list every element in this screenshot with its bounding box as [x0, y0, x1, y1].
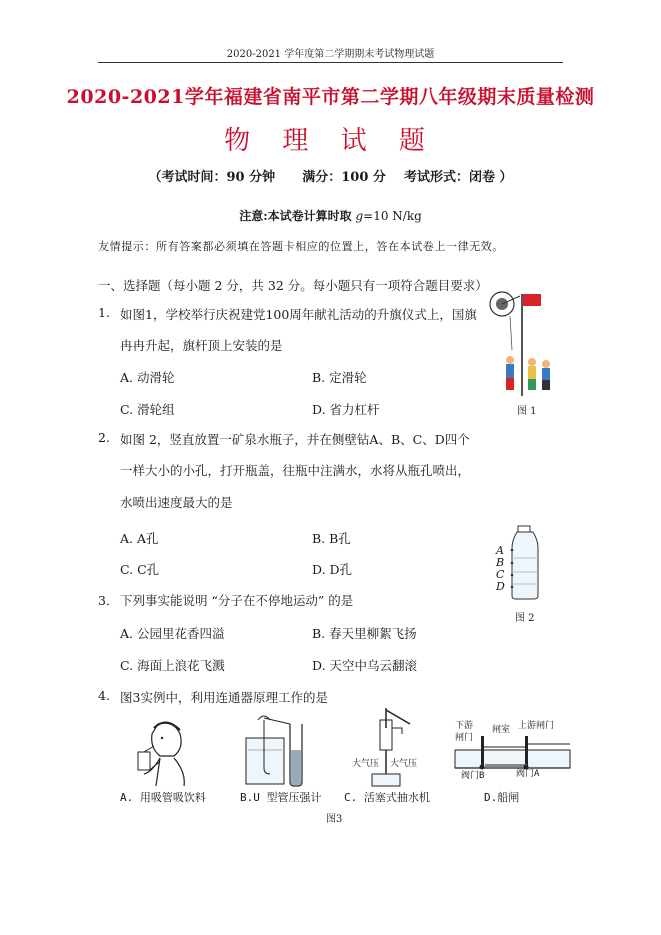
label-a: A [496, 544, 504, 557]
question-number: 4. [98, 688, 110, 703]
question-line: 下列事实能说明 “分子在不停地运动” 的是 [120, 593, 354, 608]
option-a[interactable]: A. A孔 [120, 531, 159, 546]
label-b: B [496, 556, 505, 569]
figure-1-flag-raising [488, 290, 560, 400]
note [0, 207, 661, 224]
note-var: g [355, 209, 364, 223]
option-d[interactable]: D. 天空中乌云翻滚 [312, 658, 418, 673]
label-d: D [496, 580, 505, 593]
subject-title: 物 理 试 题 [224, 126, 437, 156]
lock-label-upstream: 上游闸门 [518, 721, 555, 731]
figure-2-bottle [508, 526, 544, 600]
label-c: C [496, 568, 505, 581]
option-a[interactable]: A. 用吸管吸饮料 [120, 791, 206, 804]
question-line: 图3实例中，利用连通器原理工作的是 [120, 690, 328, 705]
option-c[interactable]: C. 活塞式抽水机 [344, 791, 430, 804]
question-line: 一样大小的小孔，打开瓶盖，往瓶中注满水，水将从瓶孔喷出， [120, 463, 471, 478]
question-line: 如图1，学校举行庆祝建党100周年献礼活动的升旗仪式上，国旗 [120, 307, 477, 322]
option-a[interactable]: A. 公园里花香四溢 [120, 626, 225, 641]
figure-3-caption: 图3 [326, 814, 343, 825]
section-heading: 一、选择题（每小题 2 分，共 32 分。每小题只有一项符合题目要求） [98, 278, 488, 293]
option-a[interactable]: A. 动滑轮 [120, 370, 175, 385]
option-b[interactable]: B. 定滑轮 [312, 370, 367, 385]
friendly-tip: 友情提示：所有答案都必须填在答题卡相应的位置上，答在本试卷上一律无效。 [98, 240, 504, 253]
question-line: 如图 2，竖直放置一矿泉水瓶子，并在侧壁钻A、B、C、D四个 [120, 432, 470, 447]
exam-title: 2020-2021学年福建省南平市第二学期八年级期末质量检测 [66, 86, 595, 108]
note-value: =10 N/kg [363, 209, 422, 223]
question-line: 冉冉升起，旗杆顶上安装的是 [120, 338, 283, 353]
lock-label-valve-a: 阀门A [516, 769, 540, 779]
question-number: 2. [98, 430, 110, 445]
running-header: 2020-2021 学年度第二学期期末考试物理试题 [226, 49, 435, 60]
option-d[interactable]: D.船闸 [484, 791, 520, 804]
question-number: 3． [98, 593, 119, 608]
question-line: 水喷出速度最大的是 [120, 495, 233, 510]
option-c[interactable]: C. 海面上浪花飞溅 [120, 658, 225, 673]
option-d[interactable]: D. 省力杠杆 [312, 402, 380, 417]
option-b[interactable]: B. 春天里柳絮飞扬 [312, 626, 417, 641]
option-c[interactable]: C. C孔 [120, 562, 160, 577]
pump-label-left: 大气压 [352, 759, 380, 769]
lock-label-downstream: 下游 [455, 721, 474, 731]
pump-label-right: 大气压 [390, 759, 418, 769]
question-number: 1. [98, 305, 110, 320]
option-d[interactable]: D. D孔 [312, 562, 353, 577]
note-label: 注意:本试卷计算时取 [239, 209, 352, 223]
figure-3c-piston-pump [352, 708, 422, 788]
figure-1-caption: 图 1 [517, 406, 537, 417]
option-b[interactable]: B. B孔 [312, 531, 351, 546]
header-rule [98, 62, 563, 63]
figure-2-caption: 图 2 [515, 613, 535, 624]
lock-label-chamber: 闸室 [492, 725, 511, 735]
option-b[interactable]: B.U 型管压强计 [240, 791, 322, 804]
exam-info: （考试时间：90 分钟 满分：100 分 考试形式：闭卷 ） [148, 170, 513, 185]
lock-label-gate: 闸门 [455, 733, 474, 743]
figure-3a-straw [130, 716, 190, 788]
figure-3b-u-tube [244, 710, 308, 788]
option-c[interactable]: C. 滑轮组 [120, 402, 175, 417]
lock-label-valve-b: 阀门B [461, 771, 485, 781]
